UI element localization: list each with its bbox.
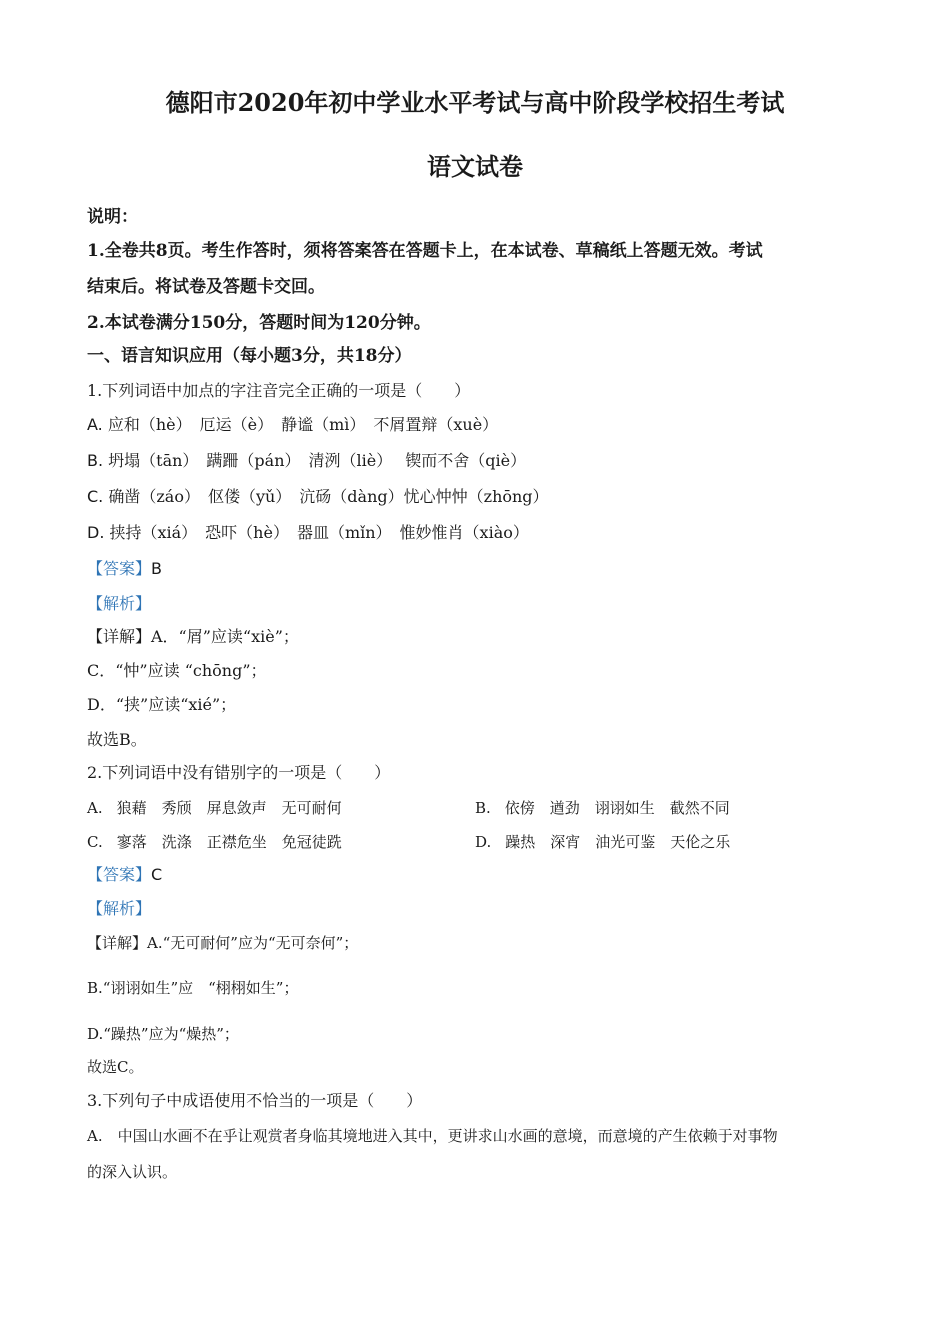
option-label: D. xyxy=(475,833,492,851)
question-2-option-c xyxy=(87,831,342,853)
document-title: 德阳市2020年初中学业水平考试与高中阶段学校招生考试 xyxy=(165,88,785,117)
question-2-analysis-tag: 【解析】 xyxy=(87,899,152,918)
question-1-option-c xyxy=(87,486,549,508)
option-label: A. xyxy=(87,415,103,434)
question-2-detail-2: B.“诩诩如生”应 “栩栩如生”； xyxy=(87,979,299,997)
note-1-line-2: 结束后。将试卷及答题卡交回。 xyxy=(87,277,325,297)
question-2-answer xyxy=(87,864,162,886)
option-text: 挟持（xiá） 恐吓（hè） 器皿（mǐn） 惟妙惟肖（xiào） xyxy=(109,523,529,542)
note-2: 2.本试卷满分150分，答题时间为120分钟。 xyxy=(87,313,431,333)
option-label: D. xyxy=(87,523,105,542)
question-1-analysis-tag: 【解析】 xyxy=(87,594,152,613)
question-2-option-a xyxy=(87,797,342,819)
option-text: 坍塌（tān） 蹒跚（pán） 清洌（liè） 锲而不舍（qiè） xyxy=(108,451,527,470)
answer-value: C xyxy=(151,865,163,884)
question-2-option-d xyxy=(475,831,730,853)
question-1-option-d xyxy=(87,522,529,544)
option-text: 躁热 深宵 油光可鉴 天伦之乐 xyxy=(505,833,731,851)
answer-value: B xyxy=(151,559,162,578)
option-text: 狼藉 秀颀 屏息敛声 无可耐何 xyxy=(116,799,342,817)
question-2-option-b xyxy=(475,797,730,819)
question-3-option-a-line-2: 的深入认识。 xyxy=(87,1163,178,1181)
question-1-stem: 1.下列词语中加点的字注音完全正确的一项是（ ） xyxy=(87,381,471,400)
question-1-conclusion: 故选B。 xyxy=(87,730,147,749)
option-label: B. xyxy=(475,799,491,817)
section-heading: 一、语言知识应用（每小题3分，共18分） xyxy=(87,346,412,366)
question-2-stem: 2.下列词语中没有错别字的一项是（ ） xyxy=(87,763,391,782)
question-2-detail-1: 【详解】A.“无可耐何”应为“无可奈何”； xyxy=(87,934,359,952)
notes-heading: 说明： xyxy=(87,207,138,227)
question-1-detail-1: 【详解】A．“屑”应读“xiè”； xyxy=(87,627,299,646)
document-subtitle: 语文试卷 xyxy=(427,152,523,181)
option-label: B. xyxy=(87,451,104,470)
option-text: 寥落 洗涤 正襟危坐 免冠徒跣 xyxy=(116,833,342,851)
note-1-line-1: 1.全卷共8页。考生作答时，须将答案答在答题卡上，在本试卷、草稿纸上答题无效。考试 xyxy=(87,241,763,261)
option-label: A. xyxy=(87,799,103,817)
question-2-conclusion: 故选C。 xyxy=(87,1058,144,1076)
option-text: 依傍 遒劲 诩诩如生 截然不同 xyxy=(504,799,730,817)
answer-tag: 【答案】 xyxy=(87,559,152,578)
question-3-stem: 3.下列句子中成语使用不恰当的一项是（ ） xyxy=(87,1091,423,1110)
question-1-option-b xyxy=(87,450,526,472)
question-1-answer xyxy=(87,558,162,580)
option-text: 应和（hè） 厄运（è） 静谧（mì） 不屑置辩（xuè） xyxy=(107,415,499,434)
option-label: C. xyxy=(87,833,103,851)
question-2-detail-3: D.“躁热”应为“燥热”； xyxy=(87,1025,239,1043)
option-text: 确凿（záo） 伛偻（yǔ） 沆砀（dàng）忧心忡忡（zhōng） xyxy=(108,487,549,506)
answer-tag: 【答案】 xyxy=(87,865,152,884)
question-1-option-a xyxy=(87,414,498,436)
option-label: C. xyxy=(87,487,104,506)
question-3-option-a-line-1: A. 中国山水画不在乎让观赏者身临其境地进入其中，更讲求山水画的意境，而意境的产生依赖于对事物 xyxy=(87,1127,778,1145)
question-1-detail-3: D．“挟”应读“xié”； xyxy=(87,695,237,714)
question-1-detail-2: C．“忡”应读 “chōng”； xyxy=(87,661,267,680)
